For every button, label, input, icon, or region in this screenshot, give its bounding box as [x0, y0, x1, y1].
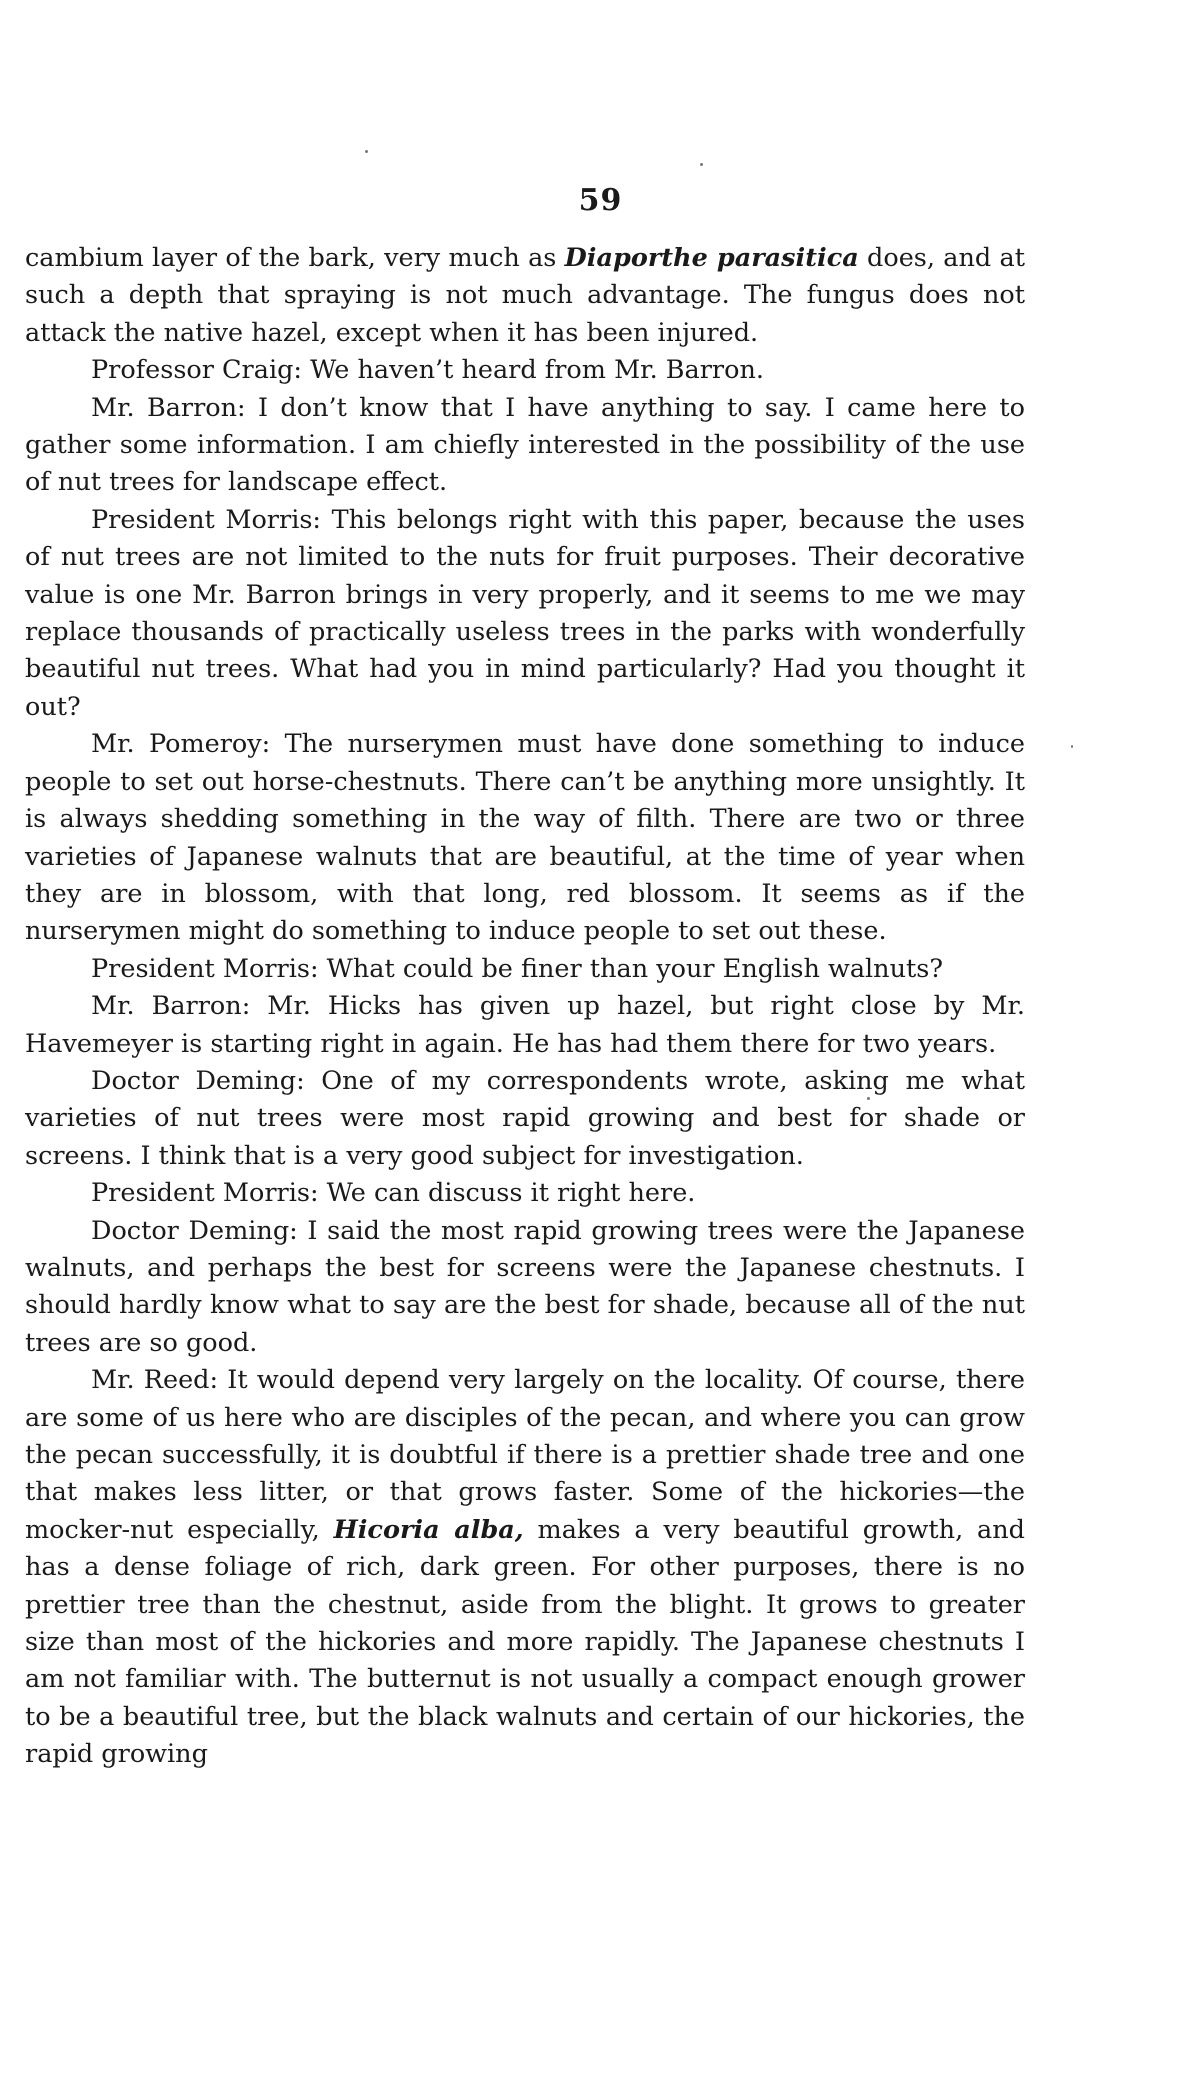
paragraph	[25, 240, 1025, 352]
speaker-name: President Morris:	[91, 953, 319, 984]
scan-speck	[365, 150, 368, 153]
paragraph	[25, 988, 1025, 1063]
paragraph-text: What could be finer than your English walnuts?	[318, 953, 944, 984]
paragraph	[25, 951, 1025, 988]
paragraph-text: One of my correspondents wrote, asking me what varieties of nut trees were most rapid growing and best for shade or screens. I think that is a very good subject for investigation.	[25, 1065, 1026, 1171]
paragraph-text: Mr. Hicks has given up hazel, but right close by Mr. Havemeyer is starting right in again. He has had them there for two years.	[25, 991, 1025, 1059]
species-name: Diaporthe parasitica	[564, 243, 859, 273]
page-number: 59	[578, 183, 623, 218]
paragraph-text: I don’t know that I have anything to say. I came here to gather some information. I am chiefly interested in the possibility of the use of nut trees for landscape effect.	[25, 392, 1025, 498]
paragraph	[25, 1175, 1025, 1212]
scan-speck	[867, 1097, 870, 1100]
speaker-name: Doctor Deming:	[91, 1215, 298, 1246]
speaker-name: Professor Craig:	[91, 355, 303, 386]
paragraph-text: We haven’t heard from Mr. Barron.	[302, 355, 764, 386]
speaker-name: Mr. Barron:	[91, 991, 251, 1022]
paragraph-text: The nurserymen must have done something to induce people to set out horse-chestnuts. There can’t be anything more unsightly. It is always shedding something in the way of filth. There are two or three varieties of Japanese walnuts that are beautiful, at the time of year when they are in blossom, with that long, red blossom. It seems as if the nurserymen might do something to induce people to set out these.	[25, 729, 1026, 947]
scan-speck	[700, 163, 703, 166]
paragraph-text: We can discuss it right here.	[318, 1178, 696, 1209]
paragraph-text: cambium layer of the bark, very much as	[25, 243, 565, 273]
paragraph	[25, 1063, 1025, 1175]
paragraph	[25, 1213, 1025, 1363]
paragraph-text: It would depend very largely on the locality. Of course, there are some of us here who are disciples of the pecan, and where you can grow the pecan successfully, it is doubtful if there is a prettier shade tree and one that makes less litter, or that grows faster. Some of the hickories—the mocker-nut especially,	[25, 1365, 1025, 1545]
paragraph-text: makes a very beautiful growth, and has a dense foliage of rich, dark green. For other purposes, there is no prettier tree than the chestnut, aside from the blight. It grows to greater size than most of the hickories and more rapidly. The Japanese chestnuts I am not familiar with. The butternut is not usually a compact enough grower to be a beautiful tree, but the black walnuts and certain of our hickories, the rapid growing	[25, 1514, 1025, 1770]
paragraph	[25, 352, 1025, 389]
speaker-name: Mr. Pomeroy:	[91, 729, 271, 760]
speaker-name: President Morris:	[91, 1178, 319, 1209]
paragraph	[25, 1362, 1025, 1773]
speaker-name: Mr. Barron:	[91, 392, 246, 423]
body-text	[25, 240, 1025, 1774]
paragraph	[25, 502, 1025, 726]
speaker-name: Doctor Deming:	[91, 1065, 305, 1096]
speaker-name: President Morris:	[91, 504, 322, 535]
scan-speck	[1071, 745, 1073, 748]
paragraph	[25, 726, 1025, 950]
paragraph	[25, 390, 1025, 502]
species-name: Hicoria alba,	[333, 1514, 524, 1545]
speaker-name: Mr. Reed:	[91, 1365, 219, 1396]
paragraph-text: I said the most rapid growing trees were the Japanese walnuts, and perhaps the best for screens were the Japanese chestnuts. I should hardly know what to say are the best for shade, because all of the nut trees are so good.	[25, 1215, 1025, 1358]
paragraph-text: This belongs right with this paper, because the uses of nut trees are not limited to the nuts for fruit purposes. Their decorative value is one Mr. Barron brings in very properly, and it seems to me we may replace thousands of practically useless trees in the parks with wonderfully beautiful nut trees. What had you in mind particularly? Had you thought it out?	[25, 504, 1025, 722]
paragraph-text: does, and at such a depth that spraying is not much advantage. The fungus does not attack the native hazel, except when it has been injured.	[25, 243, 1025, 348]
